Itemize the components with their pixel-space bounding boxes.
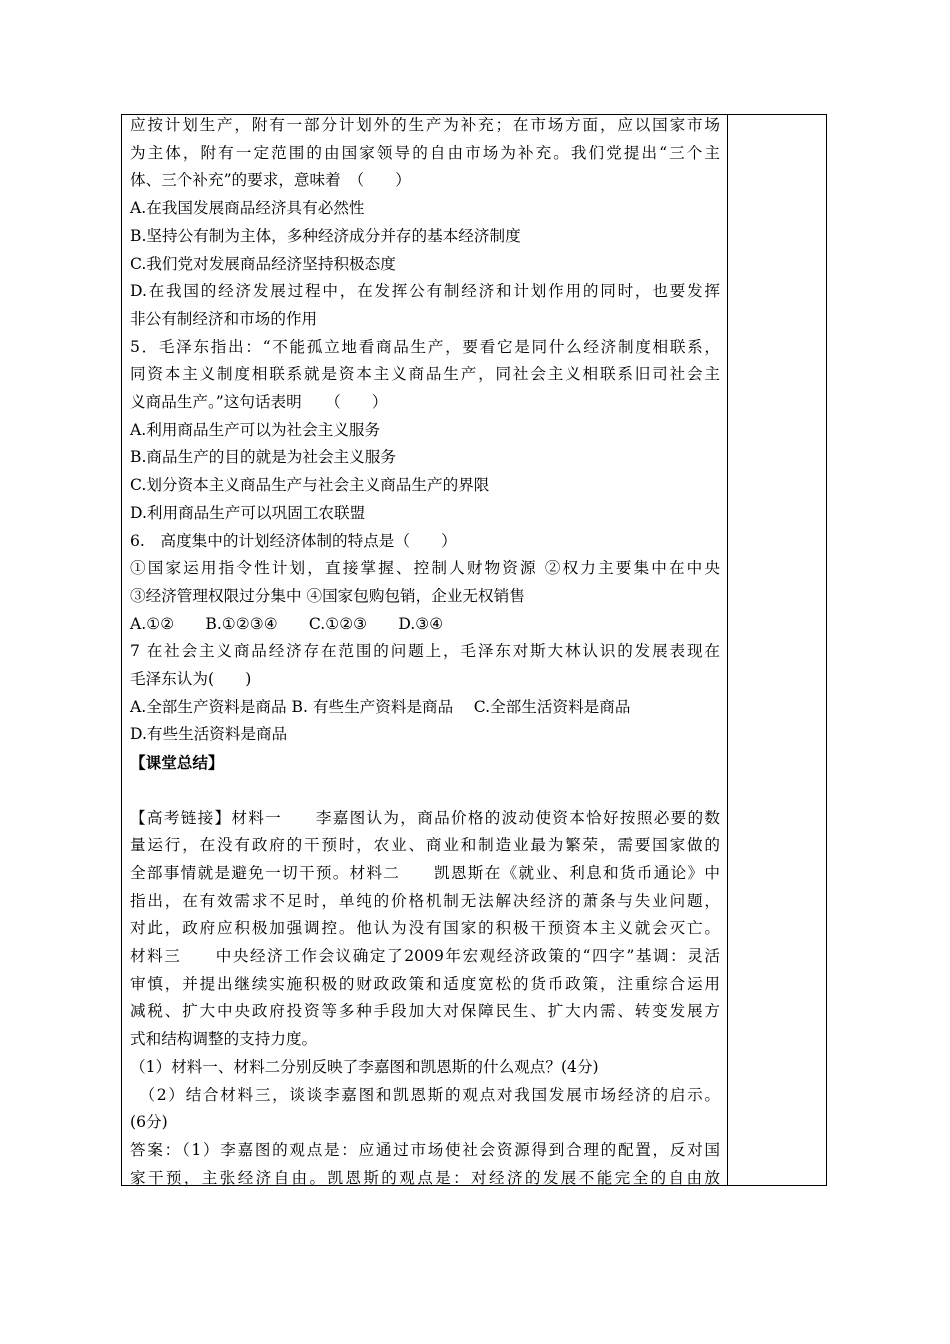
option-b: B.商品生产的目的就是为社会主义服务	[130, 448, 396, 467]
text-line: 义商品生产。”这句话表明 （ ）	[130, 393, 388, 412]
blank-line	[130, 777, 720, 805]
sub-question-2: （2）结合材料三，谈谈李嘉图和凯恩斯的观点对我国发展市场经济的启示。	[130, 1085, 720, 1104]
text-line: 式和结构调整的支持力度。	[130, 1030, 318, 1049]
option-d: D.利用商品生产可以巩固工农联盟	[130, 503, 366, 522]
options-line: A.全部生产资料是商品 B. 有些生产资料是商品 C.全部生活资料是商品	[130, 697, 631, 716]
text-line: 全部事情就是避免一切干预。材料二 凯恩斯在《就业、利息和货币通论》中	[130, 863, 720, 882]
text-line: 审慎，并提出继续实施积极的财政政策和适度宽松的货币政策，注重综合运用	[130, 974, 720, 993]
column-divider	[727, 115, 728, 1185]
text-line: 指出，在有效需求不足时，单纯的价格机制无法解决经济的萧条与失业问题，	[130, 891, 720, 910]
text-line: 量运行，在没有政府的干预时，农业、商业和制造业最为繁荣，需要国家做的	[130, 836, 720, 855]
option-d: D.在我国的经济发展过程中，在发挥公有制经济和计划作用的同时，也要发挥	[130, 282, 720, 301]
option-a: A.利用商品生产可以为社会主义服务	[130, 420, 381, 439]
sub-question-1: （1）材料一、材料二分别反映了李嘉图和凯恩斯的什么观点？(4分)	[130, 1057, 599, 1076]
question-5: 5．毛泽东指出：“不能孤立地看商品生产，要看它是同什么经济制度相联系，	[130, 337, 720, 356]
text-line: 应按计划生产，附有一部分计划外的生产为补充；在市场方面，应以国家市场	[130, 116, 720, 134]
option-b: B.坚持公有制为主体，多种经济成分并存的基本经济制度	[130, 226, 521, 245]
text-line: 对此，政府应积极加强调控。他认为没有国家的积极干预资本主义就会灭亡。	[130, 919, 720, 938]
text-line: 为主体，附有一定范围的由国家领导的自由市场为补充。我们党提出“三个主	[130, 143, 720, 162]
table-frame	[121, 114, 827, 1186]
text-line: 家干预，主张经济自由。凯恩斯的观点是：对经济的发展不能完全的自由放	[130, 1168, 720, 1187]
text-line: 非公有制经济和市场的作用	[130, 309, 318, 328]
text-line: (6分)	[130, 1113, 168, 1132]
answer-line: 答案：（1）李嘉图的观点是：应通过市场使社会资源得到合理的配置，反对国	[130, 1141, 720, 1159]
text-line: 毛泽东认为( )	[130, 670, 252, 689]
text-line: 材料三 中央经济工作会议确定了2009年宏观经济政策的“四字”基调：灵活	[130, 947, 720, 966]
gaokao-link-line: 【高考链接】材料一 李嘉图认为，商品价格的波动使资本恰好按照必要的数	[130, 808, 720, 827]
question-6: 6. 高度集中的计划经济体制的特点是（ ）	[130, 531, 457, 550]
text-line: ①国家运用指令性计划，直接掌握、控制人财物资源 ②权力主要集中在中央	[130, 559, 720, 578]
text-line: 减税、扩大中央政府投资等多种手段加大对保障民生、扩大内需、转变发展方	[130, 1002, 720, 1021]
section-heading-summary: 【课堂总结】	[130, 753, 224, 773]
text-line: 同资本主义制度相联系就是资本主义商品生产，同社会主义相联系旧司社会主	[130, 365, 720, 384]
option-c: C.划分资本主义商品生产与社会主义商品生产的界限	[130, 476, 490, 495]
option-d: D.有些生活资料是商品	[130, 725, 288, 744]
option-a: A.在我国发展商品经济具有必然性	[130, 199, 365, 218]
option-c: C.我们党对发展商品经济坚持积极态度	[130, 254, 396, 273]
question-7: 7 在社会主义商品经济存在范围的问题上，毛泽东对斯大林认识的发展表现在	[130, 642, 720, 661]
main-cell	[130, 112, 720, 1192]
text-line: ③经济管理权限过分集中 ④国家包购包销，企业无权销售	[130, 586, 525, 605]
options-line: A.①② B.①②③④ C.①②③ D.③④	[130, 614, 444, 633]
text-line: 体、三个补充”的要求，意味着 （ ）	[130, 171, 411, 190]
